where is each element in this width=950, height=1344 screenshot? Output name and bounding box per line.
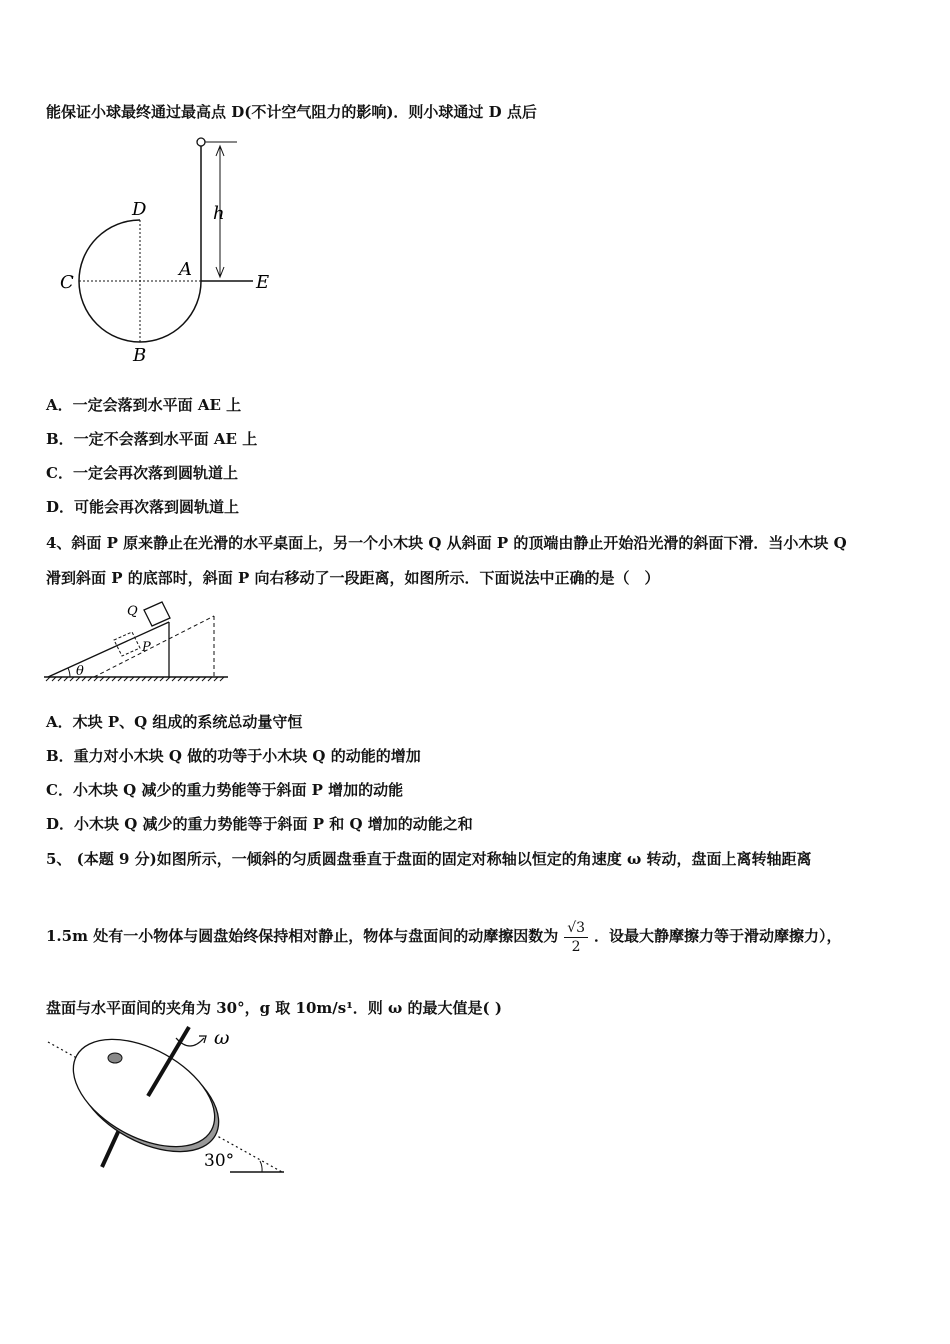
friction-coefficient-fraction [564,919,588,956]
fraction-numerator: √3 [564,919,588,938]
q3-intro: 能保证小球最终通过最高点 D(不计空气阻力的影响)．则小球通过 D 点后 [46,103,537,121]
label-D: D [132,199,147,220]
incline-surface [48,622,169,677]
ball-start-point [197,138,205,146]
label-P: P [142,640,151,655]
label-A: A [179,259,192,280]
label-theta: θ [76,664,84,679]
label-B: B [133,345,147,366]
block-Q [144,602,170,626]
label-h: h [213,203,225,224]
q3-option-d: D．可能会再次落到圆轨道上 [46,498,240,516]
q4-option-d: D．小木块 Q 减少的重力势能等于斜面 P 和 Q 增加的动能之和 [46,815,473,833]
q5-stem-line2-after: ．设最大静摩擦力等于滑动摩擦力）， [594,927,842,945]
label-E: E [256,272,270,293]
q3-option-b: B．一定不会落到水平面 AE 上 [46,430,258,448]
q4-stem-line2: 滑到斜面 P 的底部时，斜面 P 向右移动了一段距离，如图所示．下面说法中正确的是（ ） [46,569,660,587]
angle-arc [68,668,70,677]
q5-stem-line2-before: 1.5m 处有一小物体与圆盘始终保持相对静止，物体与盘面间的动摩擦因数为 [46,927,559,945]
q4-stem-line1: 4、斜面 P 原来静止在光滑的水平桌面上，另一个小木块 Q 从斜面 P 的顶端由静止开始沿光滑的斜面下滑．当小木块 Q [46,534,847,552]
q4-incline-figure [44,596,234,686]
fraction-denominator: 2 [571,938,581,955]
label-Q: Q [127,604,138,619]
q5-stem-line2 [46,918,842,956]
q5-stem-line3: 盘面与水平面间的夹角为 30°，g 取 10m/s¹．则 ω 的最大值是( ) [46,999,502,1017]
label-30-degrees: 30° [204,1151,235,1171]
q4-option-c: C．小木块 Q 减少的重力势能等于斜面 P 增加的动能 [46,781,404,799]
q3-option-a: A．一定会落到水平面 AE 上 [46,396,242,414]
q3-circle-track-figure [55,135,275,367]
q4-option-b: B．重力对小木块 Q 做的功等于小木块 Q 的动能的增加 [46,747,421,765]
angle-arc-30 [260,1161,262,1172]
q4-option-a: A．木块 P、Q 组成的系统总动量守恒 [46,713,303,731]
label-C: C [60,272,74,293]
q5-stem-line1: 5、 (本题 9 分)如图所示，一倾斜的匀质圆盘垂直于盘面的固定对称轴以恒定的角速度 ω 转动，盘面上离转轴距离 [46,850,812,868]
disk-surface [55,1024,235,1171]
small-object [108,1053,122,1063]
q3-option-c: C．一定会再次落到圆轨道上 [46,464,238,482]
q5-tilted-disk-figure [44,1024,294,1174]
block-dashed-position [114,632,140,656]
label-omega: ω [214,1027,230,1049]
